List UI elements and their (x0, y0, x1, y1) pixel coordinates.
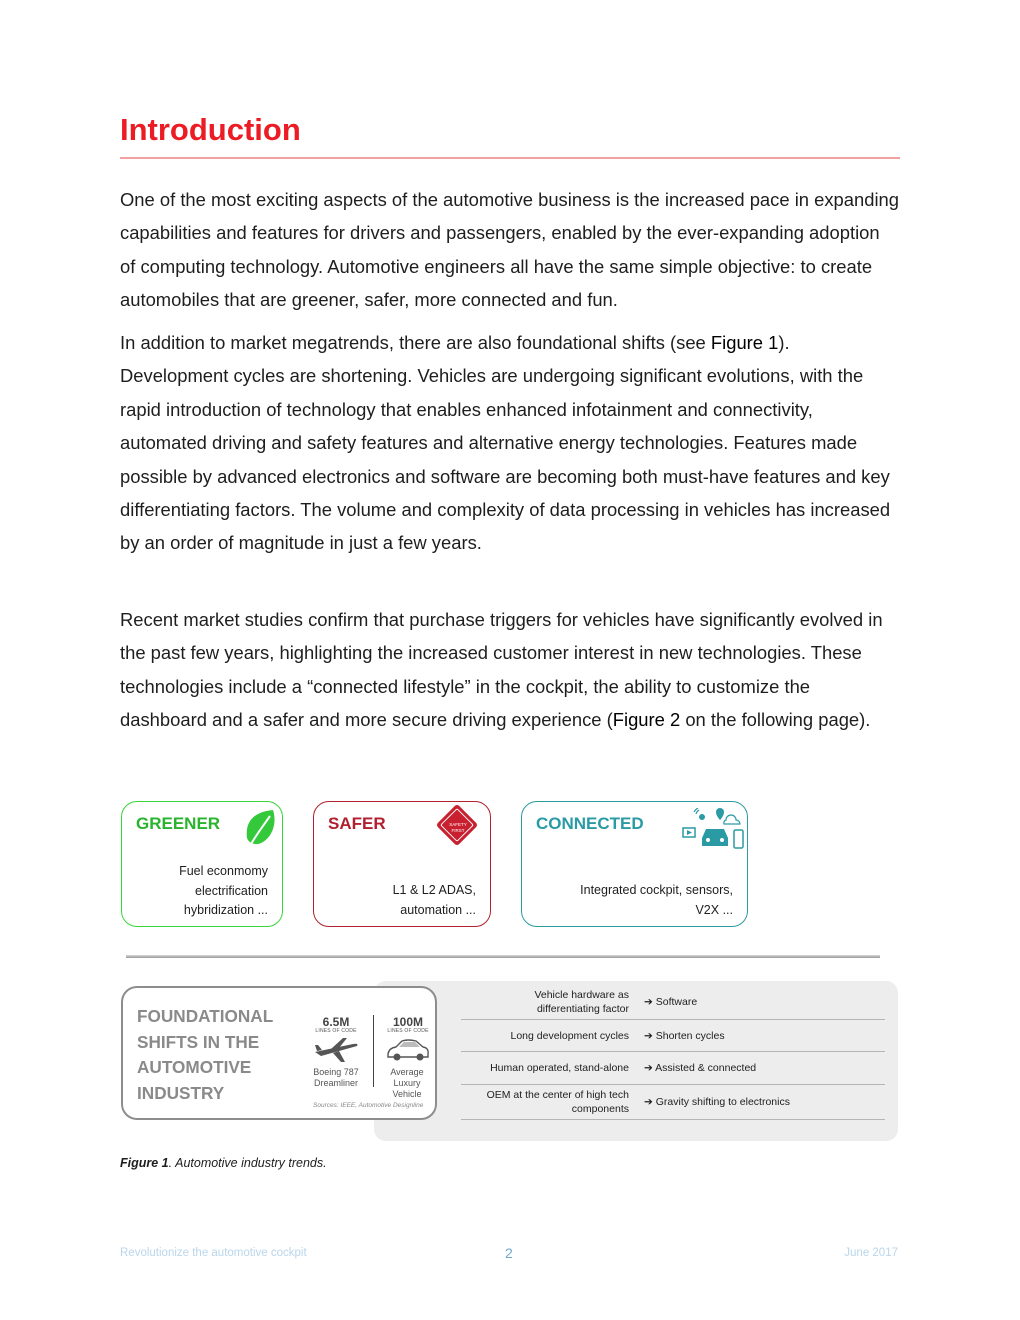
connected-car-icon (682, 808, 746, 852)
paragraph-2: In addition to market megatrends, there are also foundational shifts (see Figure 1). Development cycles are shortening. Vehicles are undergoing significant evolutions, with the rapid introduction of technology that enables enhanced infotainment and connectivity, automated driving and safety features and alternative energy technologies. Features made possible by advanced electronics and software are becoming both must-have features and key differentiating factors. The volume and complexity of data processing in vehicles has increased by an order of magnitude in just a few years. (120, 332, 891, 554)
footer-date: June 2017 (844, 1247, 898, 1259)
plane-stat-value: 6.5M (322, 1015, 350, 1029)
shift-row: Long development cycles ➔ Shorten cycles (461, 1020, 885, 1052)
connected-card (521, 801, 748, 927)
connected-description: Integrated cockpit, sensors, V2X ... (580, 883, 733, 917)
shift-row: OEM at the center of high tech components ➔ Gravity shifting to electronics (461, 1085, 885, 1120)
leaf-icon (243, 808, 279, 848)
paragraph-3: Recent market studies confirm that purchase triggers for vehicles have significantly evolved in the past few years, highlighting the increased customer interest in new technologies. These technologies include a “connected lifestyle” in the cockpit, the ability to customize the dashboard and a safer and more secure driving experience (Figure 2 on the following page). (120, 609, 883, 731)
sources-note: Sources: IEEE, Automotive Designline (313, 1102, 424, 1109)
connected-title: CONNECTED (536, 814, 644, 833)
luxury-car-icon (386, 1038, 430, 1062)
shift-row: Vehicle hardware as differentiating factor ➔ Software (461, 988, 885, 1020)
stat-divider (373, 1015, 374, 1087)
greener-title: GREENER (136, 814, 221, 833)
foundational-shifts-box (121, 986, 437, 1120)
shift-row: Human operated, stand-alone ➔ Assisted & connected (461, 1052, 885, 1085)
paragraph-1: One of the most exciting aspects of the automotive business is the increased pace in expanding capabilities and features for drivers and passengers, enabled by the ever-expanding adoption of computing technology. Automotive engineers all have the same simple objective: to create automobiles that are greener, safer, more connected and fun. (120, 189, 899, 311)
plane-stat-caption: Boeing 787 Dreamliner (313, 1067, 359, 1088)
footer-document-title: Revolutionize the automotive cockpit (120, 1247, 307, 1259)
heading-rule (120, 157, 900, 159)
safer-title: SAFER (328, 814, 386, 833)
safer-card: SAFER SAFETY FIRST L1 & L2 ADAS, automation ... (313, 801, 491, 927)
greener-card (121, 801, 283, 927)
car-stat-caption: Average Luxury Vehicle (390, 1067, 424, 1099)
figure-1-reference: Figure 1 (710, 332, 779, 353)
page-number: 2 (505, 1245, 513, 1261)
greener-description: Fuel econmomy electrification hybridization ... (179, 864, 268, 917)
section-heading: Introduction (120, 112, 301, 147)
section-divider (126, 955, 880, 958)
safer-description: L1 & L2 ADAS, automation ... (392, 883, 476, 917)
arrow-right-icon: ➔ (644, 1096, 653, 1108)
car-stat-unit: LINES OF CODE (387, 1028, 429, 1034)
arrow-right-icon: ➔ (644, 1030, 653, 1042)
airplane-icon (313, 1036, 359, 1064)
arrow-right-icon: ➔ (644, 996, 653, 1008)
figure-2-reference: Figure 2 (612, 709, 681, 731)
figure-caption: Figure 1. Automotive industry trends. (120, 1156, 327, 1170)
foundational-title: FOUNDATIONAL SHIFTS IN THE AUTOMOTIVE INDUSTRY (137, 1006, 274, 1104)
car-stat-value: 100M (392, 1015, 424, 1029)
plane-stat-unit: LINES OF CODE (315, 1028, 357, 1034)
arrow-right-icon: ➔ (644, 1062, 653, 1074)
